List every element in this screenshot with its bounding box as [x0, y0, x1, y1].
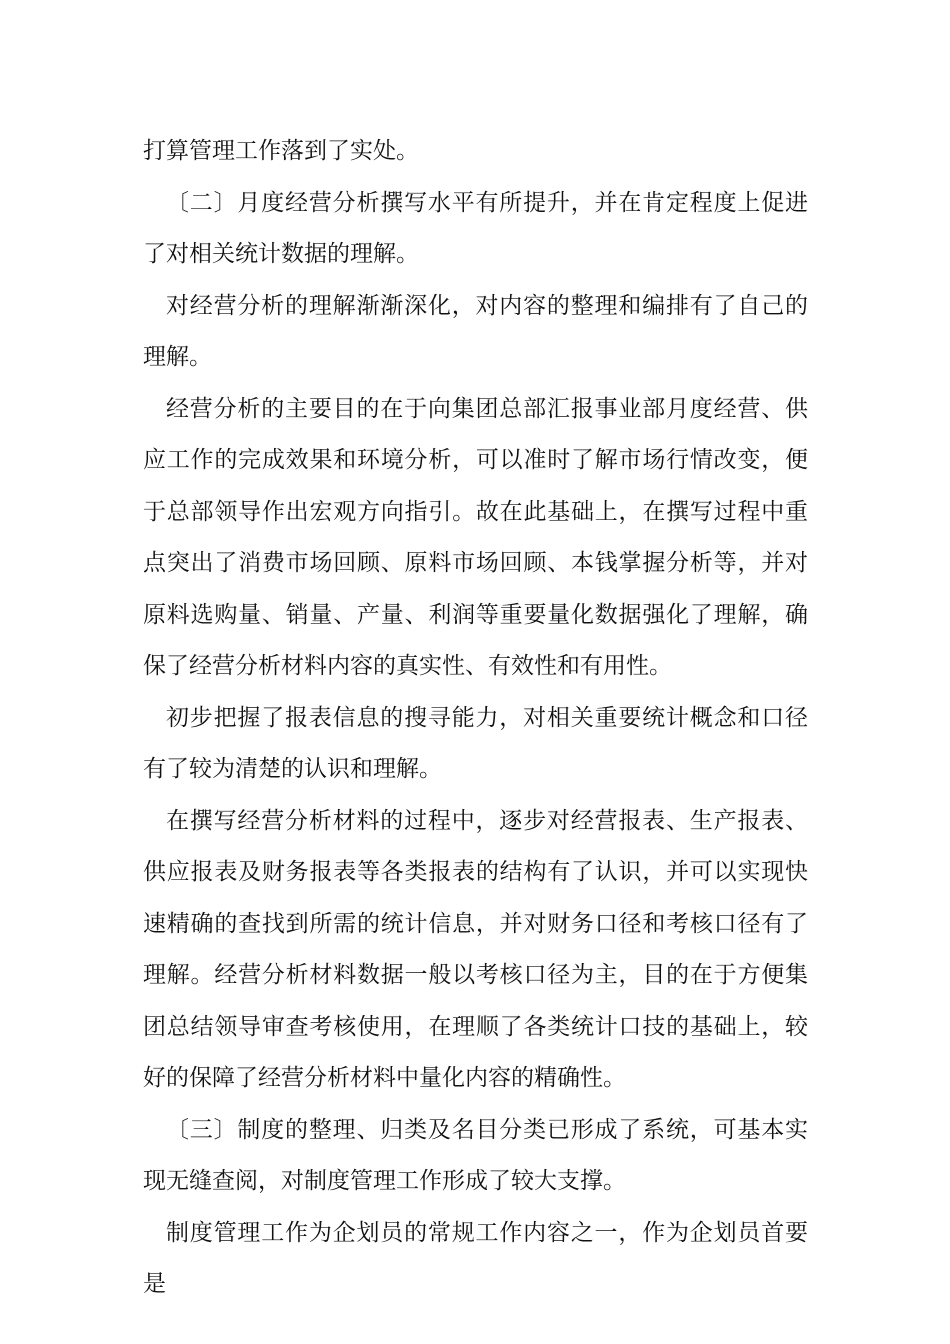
- paragraph: 〔三〕制度的整理、归类及名目分类已形成了系统，可基本实现无缝查阅，对制度管理工作形成了较大支撑。: [143, 1116, 808, 1194]
- paragraph: 在撰写经营分析材料的过程中，逐步对经营报表、生产报表、供应报表及财务报表等各类报表的结构有了认识，并可以实现快速精确的查找到所需的统计信息，并对财务口径和考核口径有了理解。经营分析材料数据一般以考核口径为主，目的在于方便集团总结领导审查考核使用，在理顺了各类统计口技的基础上，较好的保障了经营分析材料中量化内容的精确性。: [143, 807, 808, 1091]
- paragraph: 打算管理工作落到了实处。: [143, 138, 419, 164]
- paragraph: 制度管理工作为企划员的常规工作内容之一，作为企划员首要是: [143, 1219, 808, 1297]
- document-body: [143, 126, 808, 1311]
- paragraph: 对经营分析的理解渐渐深化，对内容的整理和编排有了自己的理解。: [143, 292, 808, 370]
- paragraph: 〔二〕月度经营分析撰写水平有所提升，并在肯定程度上促进了对相关统计数据的理解。: [143, 189, 808, 267]
- paragraph: 初步把握了报表信息的搜寻能力，对相关重要统计概念和口径有了较为清楚的认识和理解。: [143, 704, 808, 782]
- paragraph: 经营分析的主要目的在于向集团总部汇报事业部月度经营、供应工作的完成效果和环境分析，可以准时了解市场行情改变，便于总部领导作出宏观方向指引。故在此基础上，在撰写过程中重点突出了消费市场回顾、原料市场回顾、本钱掌握分析等，并对原料选购量、销量、产量、利润等重要量化数据强化了理解，确保了经营分析材料内容的真实性、有效性和有用性。: [143, 395, 808, 679]
